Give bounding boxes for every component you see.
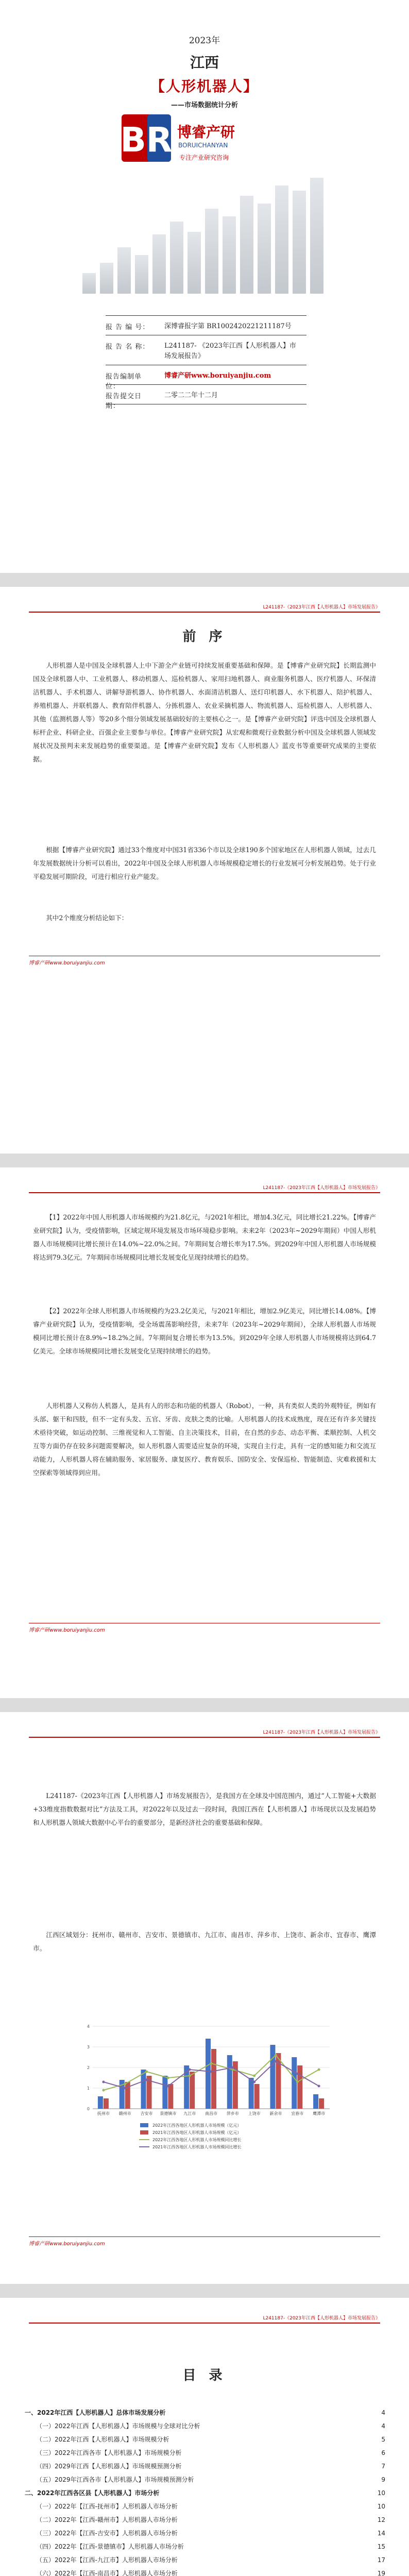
- toc-entry[interactable]: [25, 2473, 385, 2486]
- toc-page: [0, 2298, 409, 2576]
- report-title: 【人形机器人】: [150, 78, 259, 95]
- x-tick-label: 鹰潭市: [313, 2111, 326, 2116]
- intro-paragraph: L241187-《2023年江西【人形机器人】市场发展报告》，是我国方在全球及中国范围内，通过“人工智能+大数据+33维度指数数据对比”方法及工具，对2022年以及过去一段时间，我国江西在【人形机器人】市场现状以及发展趋势和人形机器人领域大数据中心平台的重要部分，是新经济社会的重要基础和保障。: [33, 1792, 376, 1826]
- toc-entry-page: 4: [381, 2422, 385, 2430]
- line-point: [210, 2062, 213, 2065]
- toc-entry-label: （一）2022年江西【人形机器人】市场规模与全球对比分析: [36, 2422, 200, 2430]
- toc-entry-label: （四）2029年江西【人形机器人】市场规模预测分析: [36, 2463, 182, 2470]
- province-title: 江西: [190, 54, 219, 71]
- legend-label: 2022年江西各地区人形机器人市场规模（亿元）: [152, 2123, 242, 2128]
- preface-paragraph: 人形机器人是中国及全球机器人上中下游全产业链可持续发展重要基础和保障。是【博睿产业研究院】长期监测中国及全球机器人中、工业机器人、移动机器人、巡检机器人、家用扫地机器人、商业服务机器人、医疗机器人、环保清洁机器人、手术机器人、讲解导游机器人、协作机器人、水面清洁机器人、送灯印机器人、水下机器人、陪护机器人、养殖机器人、并联机器人、教育陪伴机器人、分拣机器人、农业采摘机器人、物流机器人、巡检机器人、人形机器人、其他（监测机器人等）等20多个细分领域发展基础较好的主要核心之一。是【博睿产业研究院】评选中国及全球机器人标杆企业、科研企业、百强企业主要参与单位。【博睿产业研究院】从宏观和微观行业数据分析中国及全球机器人领域发展状况及预判未来发展趋势的重要渠道。是【博睿产业研究院】发布《人形机器人》蓝皮书等重要研究成果的主要依据。: [33, 662, 376, 763]
- bar: [211, 2049, 216, 2109]
- toc-entry[interactable]: [25, 2567, 385, 2576]
- toc-entry-page: 10: [377, 2503, 385, 2510]
- bar: [297, 2065, 302, 2109]
- toc-entry[interactable]: [25, 2433, 385, 2446]
- bar: [227, 2055, 232, 2109]
- line-point: [167, 2085, 169, 2088]
- line-point: [189, 2075, 191, 2077]
- line-point: [102, 2089, 105, 2092]
- findings-page: [0, 1167, 409, 1698]
- page-header: L241187-《2023年江西【人形机器人】市场发展报告》: [29, 2314, 380, 2324]
- toc-title: 目 录: [182, 2368, 227, 2383]
- legend-label: 2021年江西各地区人形机器人市场规模同比增长: [152, 2145, 242, 2149]
- line-point: [145, 2071, 148, 2073]
- bar: [292, 2057, 297, 2109]
- line-point: [253, 2075, 255, 2077]
- svg-text:博睿产研: 博睿产研: [177, 124, 235, 141]
- x-tick-label: 赣州市: [118, 2111, 131, 2116]
- finding-paragraph: 【1】2022年中国人形机器人市场规模约为21.8亿元，与2021年相比，增加4.3亿元，同比增长21.22%。【博睿产业研究院】认为，受疫情影响，区域定规环境发展及市场环境稳步影响。未来2年（2023年~2029年期间）中国人形机器人市场规模同比增长预计在14.0%~22.0%之间。7年期间复合增长率为17.5%。到2029年中国人形机器人市场规模将达到79.3亿元。7年期间市场规模同比增长发展变化呈现持续增长的趋势。: [33, 1213, 376, 1261]
- page-header: L241187-《2023年江西【人形机器人】市场发展报告》: [29, 1184, 380, 1193]
- toc-entry-label: （一）2022年【江西-抚州市】人形机器人市场分析: [36, 2503, 178, 2510]
- finding-paragraph: 【2】2022年全球人形机器人市场规模约为23.2亿美元，与2021年相比，增加2.9亿美元，同比增长14.08%。【博睿产业研究院】认为，受疫情影响，受全场震荡影响经营，未来7年（2023年~2029年期间），全球人形机器人市场规模同比增长预计在8.9%~18.2%之间。7年期间复合增长率为13.5%。到2029年全球人形机器人市场规模将达到64.7亿美元。全球市场规模同比增长发展变化呈现持续增长的趋势。: [33, 1307, 376, 1355]
- line-point: [167, 2077, 169, 2079]
- bar: [206, 2039, 211, 2109]
- preface-paragraph: 根据【博睿产业研究院】通过33个维度对中国31省336个市以及全球190多个国家地区在人形机器人领域，过去几年发展数据统计分析可以看出，2022年中国及全球人形机器人市场规模稳定增长的行业发展可分析发展趋势。处于行业平稳发展可期阶段，可进行相应行业产能发。: [33, 846, 376, 880]
- toc-entry-page: 4: [381, 2409, 385, 2416]
- line-point: [231, 2066, 234, 2069]
- line-point: [145, 2079, 148, 2081]
- toc-entry-page: 7: [381, 2463, 385, 2470]
- x-tick-label: 景德镇市: [160, 2111, 177, 2116]
- preface-paragraph: 其中2个维度分析结论如下：: [46, 914, 128, 922]
- toc-entry-page: 19: [377, 2570, 385, 2576]
- meta-report-name: 报 告 名 称： L241187- 《2023年江西【人形机器人】市场发展报告》: [106, 342, 296, 360]
- page-header: L241187-《2023年江西【人形机器人】市场发展报告》: [29, 1728, 380, 1738]
- chart-svg: [72, 2016, 335, 2171]
- y-tick-label: 0: [87, 2107, 90, 2111]
- region-chart-page: [0, 1712, 409, 2284]
- x-tick-label: 萍乡市: [226, 2111, 239, 2116]
- report-subtitle: ——市场数据统计分析: [171, 101, 238, 109]
- page-footer[interactable]: 博睿产研www.boruiyanjiu.com: [29, 956, 380, 966]
- borui-logo: [122, 112, 292, 169]
- toc-entry[interactable]: [25, 2486, 385, 2500]
- x-tick-label: 抚州市: [97, 2111, 110, 2116]
- svg-text:专注产业研究咨询: 专注产业研究咨询: [179, 154, 229, 161]
- toc-entry-label: 一、2022年江西【人形机器人】总体市场发展分析: [25, 2409, 166, 2416]
- toc-entry[interactable]: [25, 2446, 385, 2460]
- toc-entry-page: 5: [381, 2436, 385, 2443]
- bar: [141, 2070, 146, 2109]
- toc-entry[interactable]: [25, 2406, 385, 2419]
- line-point: [124, 2083, 126, 2086]
- toc-entry-label: （三）2022年【江西-吉安市】人形机器人市场分析: [36, 2530, 178, 2537]
- report-year: 2023年: [189, 36, 220, 46]
- line-point: [210, 2071, 213, 2073]
- legend-swatch: [140, 2130, 148, 2134]
- line-point: [296, 2073, 299, 2075]
- preface-title: 前 序: [182, 629, 227, 645]
- toc-entry-page: 10: [377, 2489, 385, 2497]
- toc-entry-label: 二、2022年江西各区县【人形机器人】市场分析: [25, 2489, 160, 2497]
- legend-label: 2022年江西各地区人形机器人市场规模同比增长: [152, 2138, 242, 2142]
- bar: [319, 2098, 324, 2109]
- toc-entry-page: 17: [377, 2556, 385, 2564]
- x-tick-label: 九江市: [183, 2111, 196, 2116]
- x-tick-label: 新余市: [269, 2111, 282, 2116]
- page-footer[interactable]: 博睿产研www.boruiyanjiu.com: [29, 2236, 380, 2247]
- toc-entry[interactable]: [25, 2540, 385, 2553]
- toc-entry-page: 15: [377, 2543, 385, 2550]
- y-tick-label: 3: [87, 2045, 90, 2049]
- svg-text:BR: BR: [122, 120, 173, 160]
- definition-paragraph: 人形机器人又称仿人机器人，是具有人的形态和功能的机器人（Robot），一种，具有类似人类的外观特征，例如有头部、躯干和四肢，但不一定有头发、五官、牙齿、皮肤之类的比喻。人形机器人的技术成熟度，现在还有许多关键技术亟待突破，如运动控制、三维视觉和人工智能、自主决策技术，目前，在自然的步态、动态平衡、柔顺控制、人机交互等方面仍存在较多问题需要解决，如人形机器人需要适应复杂的环境，实现自主行走，具有一定的感知能力和交流互动能力，人形机器人将在辅助服务、家居服务、康复医疗、教育娱乐、国防安全、安保巡检、智能制造、灾难救援和太空探索等领域得到应用。: [33, 1402, 376, 1477]
- svg-text:BORUICHANYAN: BORUICHANYAN: [178, 142, 228, 149]
- y-tick-label: 2: [87, 2065, 90, 2070]
- toc-entry-page: 14: [377, 2530, 385, 2537]
- toc-entry-page: 9: [381, 2476, 385, 2483]
- meta-divider: [106, 384, 306, 385]
- bar: [249, 2078, 254, 2109]
- toc-entry[interactable]: [25, 2460, 385, 2473]
- toc-entry-page: 6: [381, 2449, 385, 2456]
- toc-entry[interactable]: [25, 2500, 385, 2513]
- line-point: [296, 2081, 299, 2083]
- x-tick-label: 南昌市: [205, 2111, 217, 2116]
- bar: [270, 2045, 275, 2109]
- legend-swatch: [140, 2123, 148, 2127]
- bar: [162, 2076, 167, 2109]
- x-tick-label: 吉安市: [140, 2111, 153, 2116]
- bar: [313, 2094, 318, 2109]
- region-market-chart: [72, 2016, 335, 2171]
- bar: [104, 2098, 109, 2109]
- bar: [98, 2096, 103, 2109]
- toc-entry[interactable]: [25, 2527, 385, 2540]
- toc-list: [25, 2406, 385, 2576]
- x-tick-label: 宜春市: [291, 2111, 304, 2116]
- line-point: [124, 2087, 126, 2090]
- meta-divider: [106, 315, 306, 316]
- line-point: [318, 2085, 320, 2088]
- toc-entry[interactable]: [25, 2553, 385, 2567]
- x-tick-label: 上饶市: [248, 2111, 261, 2116]
- toc-entry-label: （四）2022年【江西-景德镇市】人形机器人市场分析: [36, 2543, 184, 2550]
- meta-report-number: 报 告 编 号： 深博睿报字第 BR1002420221211187号: [106, 323, 292, 331]
- line-point: [318, 2069, 320, 2071]
- toc-entry-label: （二）2022年江西【人形机器人】市场规模分析: [36, 2436, 169, 2443]
- meta-publisher: 报告编制单位： 博睿产研www.boruiyanjiu.com: [106, 372, 271, 391]
- toc-entry-page: 12: [377, 2516, 385, 2523]
- toc-entry-label: （五）2029年江西各市【人形机器人】市场规模预测分析: [36, 2476, 194, 2483]
- toc-entry-label: （三）2022年江西各市【人形机器人】市场规模分析: [36, 2449, 182, 2456]
- legend-label: 2021年江西各地区人形机器人市场规模（亿元）: [152, 2130, 242, 2135]
- decorative-bar-graphic: [82, 175, 325, 294]
- bar: [168, 2084, 173, 2109]
- toc-entry-label: （五）2022年【江西-九江市】人形机器人市场分析: [36, 2556, 178, 2564]
- cover-page: [0, 0, 409, 573]
- region-paragraph: 江西区域划分：抚州市、赣州市、吉安市、景德镇市、九江市、南昌市、萍乡市、上饶市、新余市、宜春市、鹰潭市。: [33, 1931, 376, 1952]
- toc-entry[interactable]: [25, 2513, 385, 2527]
- meta-date: 报告提交日期： 二零二二年十二月: [106, 392, 218, 410]
- bar: [190, 2072, 195, 2109]
- y-tick-label: 4: [87, 2024, 90, 2029]
- line-point: [275, 2054, 277, 2057]
- y-tick-label: 1: [87, 2086, 90, 2091]
- line-point: [253, 2081, 255, 2083]
- line-point: [275, 2060, 277, 2063]
- toc-entry-label: （二）2022年【江西-赣州市】人形机器人市场分析: [36, 2516, 178, 2523]
- preface-page: [0, 587, 409, 1154]
- toc-entry-label: （六）2022年【江西-南昌市】人形机器人市场分析: [36, 2570, 178, 2576]
- line-point: [102, 2081, 105, 2083]
- page-header: L241187-《2023年江西【人形机器人】市场发展报告》: [29, 603, 380, 613]
- page-footer[interactable]: 博睿产研www.boruiyanjiu.com: [29, 1623, 380, 1633]
- toc-entry[interactable]: [25, 2419, 385, 2433]
- line-point: [189, 2069, 191, 2071]
- bar: [254, 2084, 260, 2109]
